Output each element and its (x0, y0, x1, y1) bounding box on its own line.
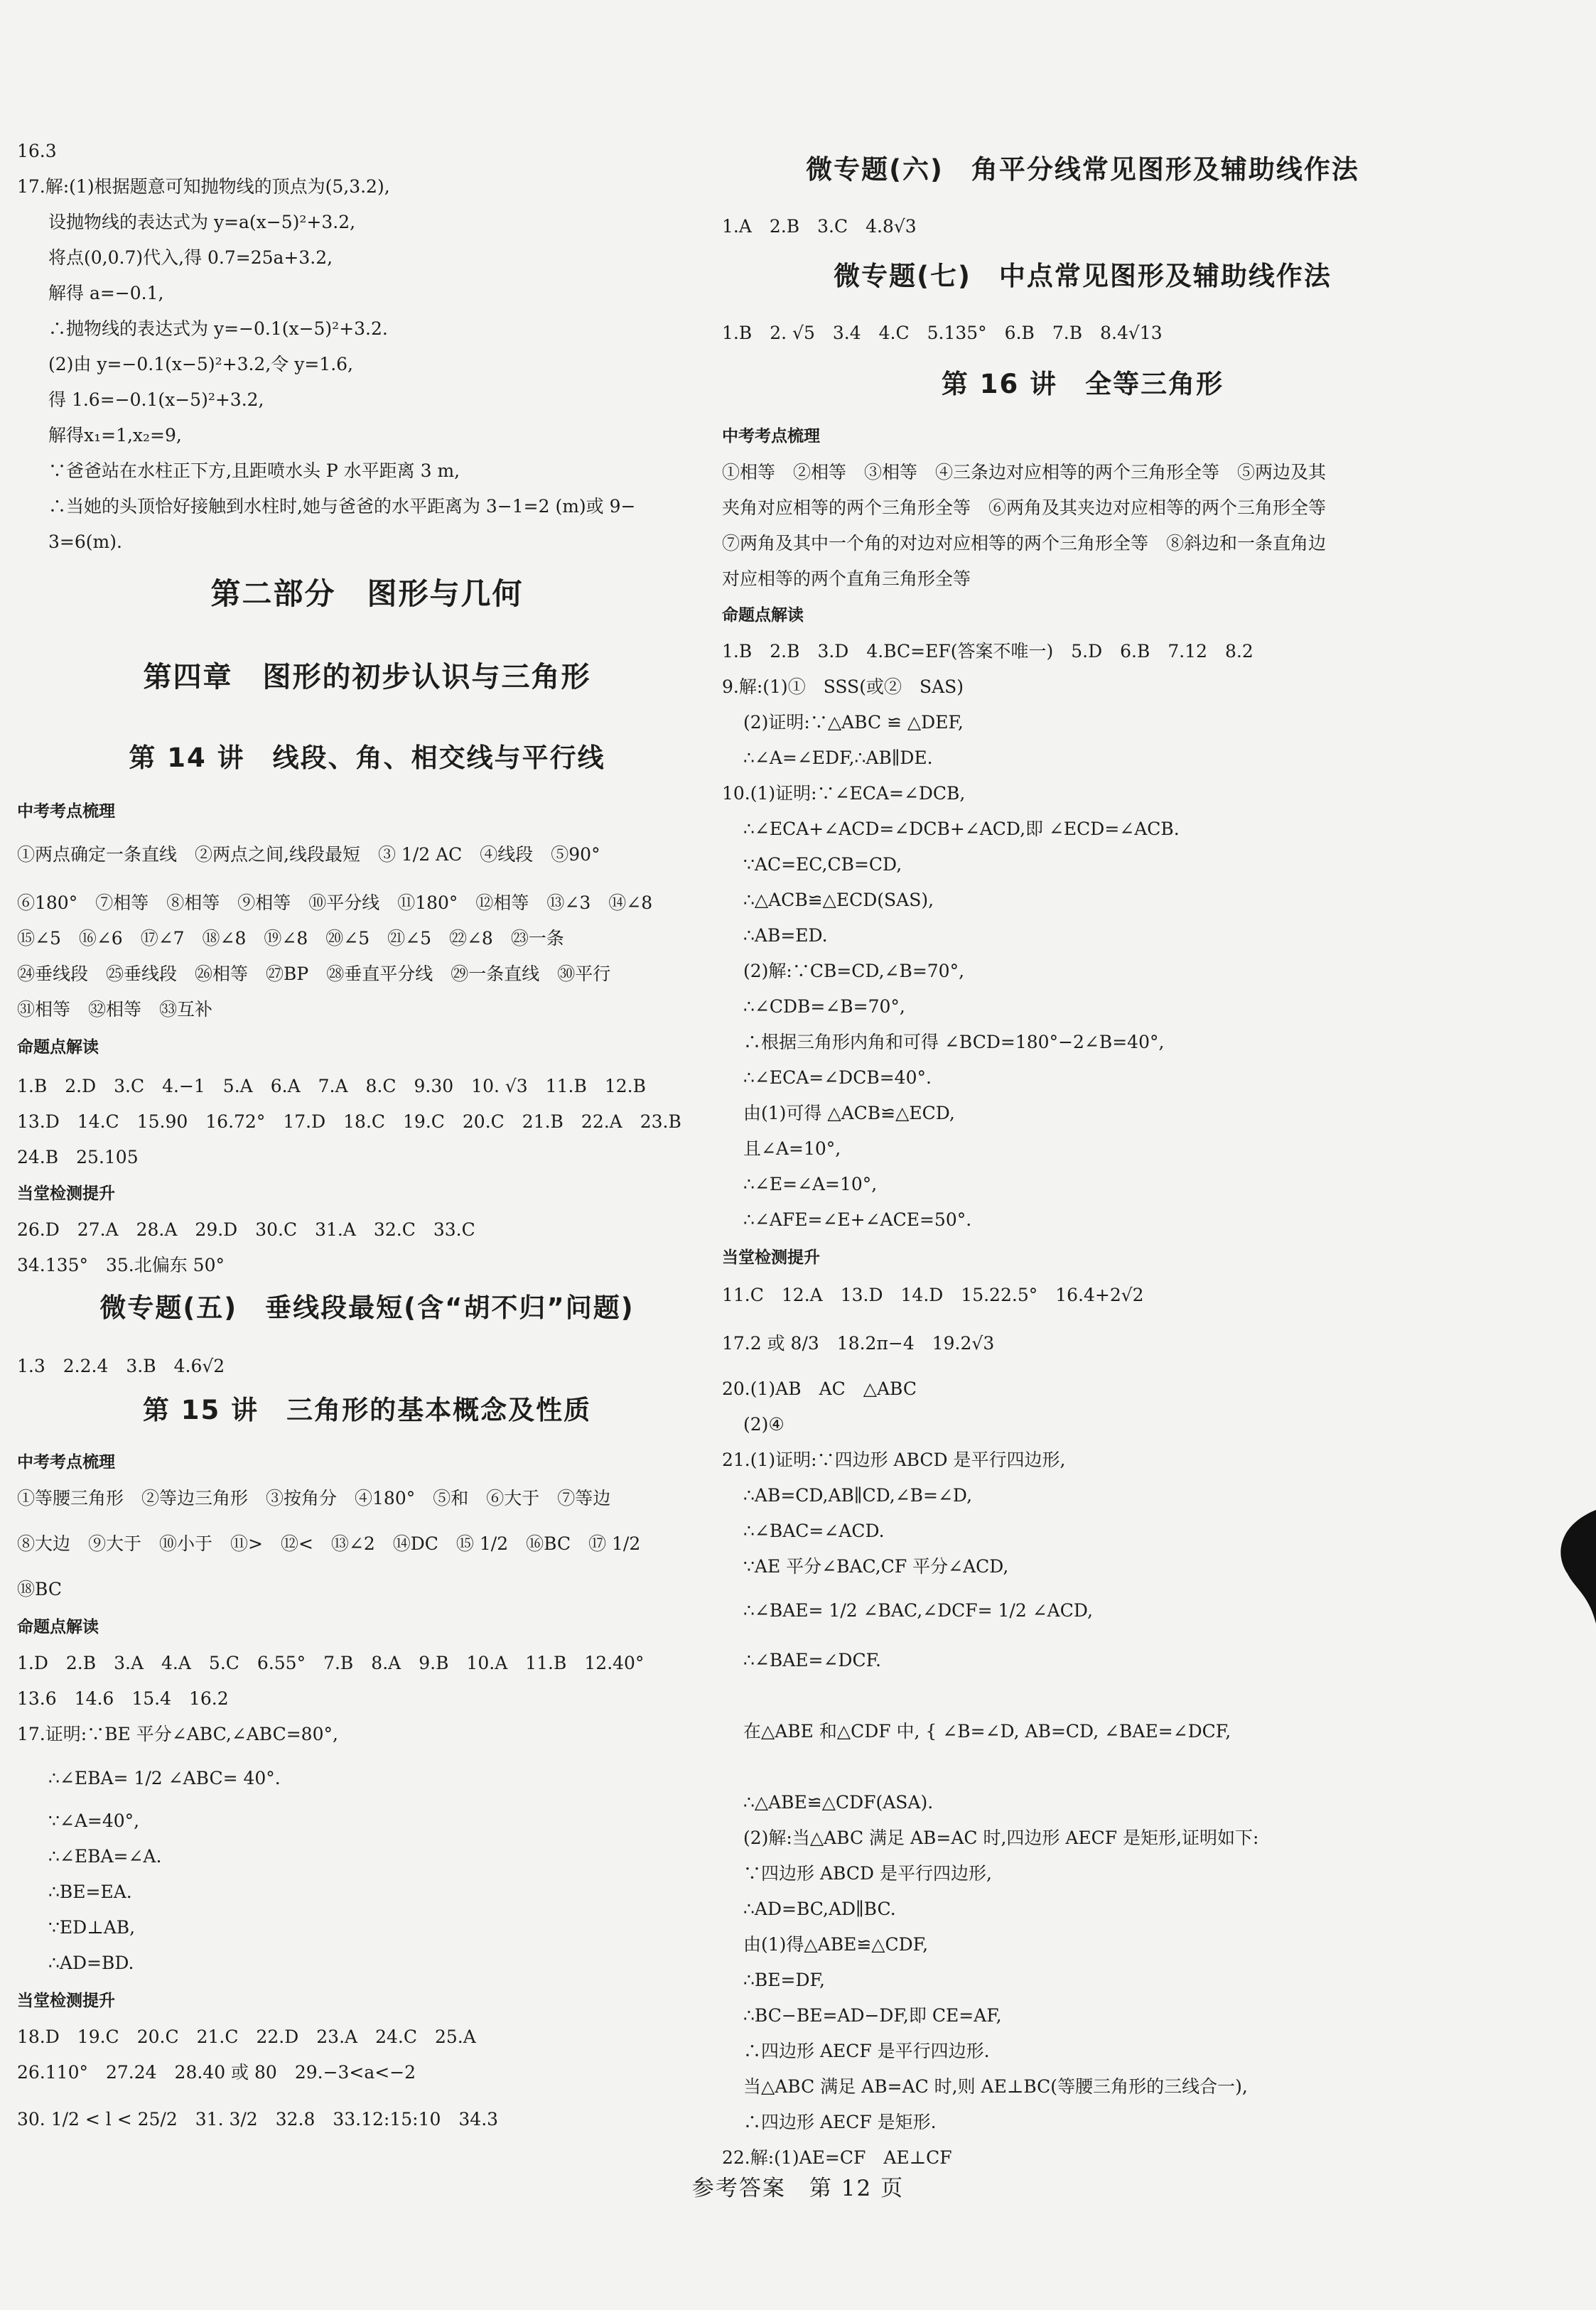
left-line: ∴抛物线的表达式为 y=−0.1(x−5)²+3.2. (48, 318, 388, 339)
left-line: 1.D 2.B 3.A 4.A 5.C 6.55° 7.B 8.A 9.B 10.A 11.B 12.40° (17, 1653, 645, 1673)
left-line: ∴∠EBA= 1/2 ∠ABC= 40°. (48, 1768, 281, 1788)
right-line: ∴AB=ED. (743, 925, 828, 946)
left-line: ⑧大边 ⑨大于 ⑩小于 ⑪> ⑫< ⑬∠2 ⑭DC ⑮ 1/2 ⑯BC ⑰ 1/2 (17, 1533, 641, 1554)
left-line: 34.135° 35.北偏东 50° (17, 1255, 225, 1275)
right-line: 由(1)得△ABE≌△CDF, (743, 1934, 929, 1955)
left-line: 26.110° 27.24 28.40 或 80 29.−3<a<−2 (17, 2062, 416, 2083)
right-line: 在△ABE 和△CDF 中, { ∠B=∠D, AB=CD, ∠BAE=∠DCF, (743, 1721, 1231, 1742)
left-line: 13.D 14.C 15.90 16.72° 17.D 18.C 19.C 20.C 21.B 22.A 23.B (17, 1111, 681, 1132)
left-line: 18.D 19.C 20.C 21.C 22.D 23.A 24.C 25.A (17, 2026, 476, 2047)
right-line: ∴∠ECA=∠DCB=40°. (743, 1067, 932, 1088)
right-line: 9.解:(1)① SSS(或② SAS) (722, 676, 964, 697)
right-line: ∴△ACB≌△ECD(SAS), (743, 890, 934, 910)
left-line: ∴当她的头顶恰好接触到水柱时,她与爸爸的水平距离为 3−1=2 (m)或 9− (48, 496, 636, 517)
left-line: 1.B 2.D 3.C 4.−1 5.A 6.A 7.A 8.C 9.30 10. √3 11.B 12.B (17, 1076, 646, 1096)
right-line: ①相等 ②相等 ③相等 ④三条边对应相等的两个三角形全等 ⑤两边及其 (722, 462, 1327, 482)
left-line: 16.3 (17, 141, 57, 161)
left-line: (2)由 y=−0.1(x−5)²+3.2,令 y=1.6, (48, 354, 353, 374)
right-line: 微专题(七) 中点常见图形及辅助线作法 (834, 261, 1332, 291)
right-line: 21.(1)证明:∵四边形 ABCD 是平行四边形, (722, 1450, 1066, 1470)
left-line: ⑱BC (17, 1579, 62, 1599)
left-line: 中考考点梳理 (17, 802, 115, 821)
left-line: ∴BE=EA. (48, 1882, 132, 1902)
right-line: (2)解:当△ABC 满足 AB=AC 时,四边形 AECF 是矩形,证明如下: (743, 1828, 1259, 1848)
right-line: ∵AE 平分∠BAC,CF 平分∠ACD, (743, 1556, 1009, 1577)
left-line: ㉛相等 ㉜相等 ㉝互补 (17, 999, 213, 1020)
left-line: ∴AD=BD. (48, 1953, 134, 1973)
left-line: ∵ED⊥AB, (48, 1917, 136, 1938)
right-line: ⑦两角及其中一个角的对边对应相等的两个三角形全等 ⑧斜边和一条直角边 (722, 533, 1327, 554)
left-line: 解得 a=−0.1, (48, 283, 164, 303)
left-line: 24.B 25.105 (17, 1147, 139, 1167)
left-line: ∴∠EBA=∠A. (48, 1846, 162, 1867)
right-line: ∴四边形 AECF 是矩形. (743, 2112, 937, 2132)
right-line: 中考考点梳理 (722, 427, 820, 446)
left-line: ①等腰三角形 ②等边三角形 ③按角分 ④180° ⑤和 ⑥大于 ⑦等边 (17, 1488, 611, 1508)
right-line: 1.B 2. √5 3.4 4.C 5.135° 6.B 7.B 8.4√13 (722, 323, 1163, 343)
right-line: ∴△ABE≌△CDF(ASA). (743, 1792, 934, 1813)
right-line: 17.2 或 8/3 18.2π−4 19.2√3 (722, 1333, 995, 1354)
left-line: 解得x₁=1,x₂=9, (48, 425, 182, 446)
right-line: 且∠A=10°, (743, 1138, 841, 1159)
right-line: ∴∠BAE= 1/2 ∠BAC,∠DCF= 1/2 ∠ACD, (743, 1600, 1093, 1621)
left-line: ㉔垂线段 ㉕垂线段 ㉖相等 ㉗BP ㉘垂直平分线 ㉙一条直线 ㉚平行 (17, 964, 611, 984)
left-line: 17.解:(1)根据题意可知抛物线的顶点为(5,3.2), (17, 176, 390, 197)
left-line: 26.D 27.A 28.A 29.D 30.C 31.A 32.C 33.C (17, 1219, 475, 1240)
right-line: (2)证明:∵△ABC ≌ △DEF, (743, 712, 964, 733)
right-line: 由(1)可得 △ACB≌△ECD, (743, 1103, 955, 1123)
left-line: ⑮∠5 ⑯∠6 ⑰∠7 ⑱∠8 ⑲∠8 ⑳∠5 ㉑∠5 ㉒∠8 ㉓一条 (17, 928, 564, 949)
right-line: 20.(1)AB AC △ABC (722, 1378, 917, 1399)
left-line: 设抛物线的表达式为 y=a(x−5)²+3.2, (48, 212, 356, 232)
right-line: ∴根据三角形内角和可得 ∠BCD=180°−2∠B=40°, (743, 1032, 1165, 1052)
right-line: (2)④ (743, 1414, 784, 1435)
right-line: ∴∠E=∠A=10°, (743, 1174, 878, 1194)
left-line: 将点(0,0.7)代入,得 0.7=25a+3.2, (48, 247, 333, 268)
left-line: 中考考点梳理 (17, 1453, 115, 1472)
left-line: 第 15 讲 三角形的基本概念及性质 (142, 1395, 592, 1425)
left-line: ∵∠A=40°, (48, 1810, 140, 1831)
left-line: 得 1.6=−0.1(x−5)²+3.2, (48, 389, 264, 410)
right-line: ∴AD=BC,AD∥BC. (743, 1899, 896, 1919)
left-line: ⑥180° ⑦相等 ⑧相等 ⑨相等 ⑩平分线 ⑪180° ⑫相等 ⑬∠3 ⑭∠8 (17, 892, 653, 913)
right-line: ∴BE=DF, (743, 1970, 825, 1990)
left-line: 17.证明:∵BE 平分∠ABC,∠ABC=80°, (17, 1724, 338, 1744)
left-line: 1.3 2.2.4 3.B 4.6√2 (17, 1356, 225, 1376)
page-footer: 参考答案 第 12 页 (691, 2176, 905, 2201)
left-line: 第 14 讲 线段、角、相交线与平行线 (129, 743, 605, 773)
right-line: 11.C 12.A 13.D 14.D 15.22.5° 16.4+2√2 (722, 1285, 1144, 1305)
right-line: 夹角对应相等的两个三角形全等 ⑥两角及其夹边对应相等的两个三角形全等 (722, 497, 1327, 518)
left-line: ∵爸爸站在水柱正下方,且距喷水头 P 水平距离 3 m, (48, 460, 460, 481)
right-line: ∴四边形 AECF 是平行四边形. (743, 2041, 990, 2061)
right-line: 当堂检测提升 (722, 1248, 820, 1267)
left-line: 当堂检测提升 (17, 1184, 115, 1203)
right-line: 命题点解读 (722, 606, 804, 625)
right-line: ∵四边形 ABCD 是平行四边形, (743, 1863, 992, 1884)
right-line: 当△ABC 满足 AB=AC 时,则 AE⊥BC(等腰三角形的三线合一), (743, 2076, 1248, 2097)
right-line: 1.B 2.B 3.D 4.BC=EF(答案不唯一) 5.D 6.B 7.12 8.2 (722, 641, 1253, 662)
left-line: 微专题(五) 垂线段最短(含“胡不归”问题) (99, 1292, 635, 1323)
right-line: 10.(1)证明:∵∠ECA=∠DCB, (722, 783, 966, 804)
right-line: ∴∠CDB=∠B=70°, (743, 996, 905, 1017)
binding-clip-mark (1546, 1510, 1596, 1624)
left-line: ①两点确定一条直线 ②两点之间,线段最短 ③ 1/2 AC ④线段 ⑤90° (17, 844, 600, 865)
right-line: ∴∠BAE=∠DCF. (743, 1650, 881, 1671)
right-line: ∴BC−BE=AD−DF,即 CE=AF, (743, 2005, 1002, 2026)
right-line: ∴∠A=∠EDF,∴AB∥DE. (743, 747, 933, 768)
right-line: ∵AC=EC,CB=CD, (743, 854, 902, 875)
left-line: 当堂检测提升 (17, 1992, 115, 2010)
left-line: 30. 1/2 < l < 25/2 31. 3/2 32.8 33.12:15:10 34.3 (17, 2109, 499, 2130)
left-line: 命题点解读 (17, 1618, 99, 1636)
right-line: 第 16 讲 全等三角形 (941, 369, 1224, 399)
left-line: 第二部分 图形与几何 (210, 576, 524, 611)
right-line: ∴∠AFE=∠E+∠ACE=50°. (743, 1209, 972, 1230)
right-line: ∴∠ECA+∠ACD=∠DCB+∠ACD,即 ∠ECD=∠ACB. (743, 819, 1180, 839)
left-line: 3=6(m). (48, 531, 122, 552)
right-line: 1.A 2.B 3.C 4.8√3 (722, 216, 917, 237)
left-line: 命题点解读 (17, 1038, 99, 1057)
right-line: 微专题(六) 角平分线常见图形及辅助线作法 (806, 154, 1359, 185)
right-line: ∴AB=CD,AB∥CD,∠B=∠D, (743, 1485, 973, 1506)
left-line: 第四章 图形的初步认识与三角形 (143, 661, 591, 693)
right-line: 22.解:(1)AE=CF AE⊥CF (722, 2147, 952, 2168)
left-line: 13.6 14.6 15.4 16.2 (17, 1688, 229, 1709)
right-line: (2)解:∵CB=CD,∠B=70°, (743, 961, 965, 981)
right-line: 对应相等的两个直角三角形全等 (722, 568, 971, 589)
right-line: ∴∠BAC=∠ACD. (743, 1521, 885, 1541)
